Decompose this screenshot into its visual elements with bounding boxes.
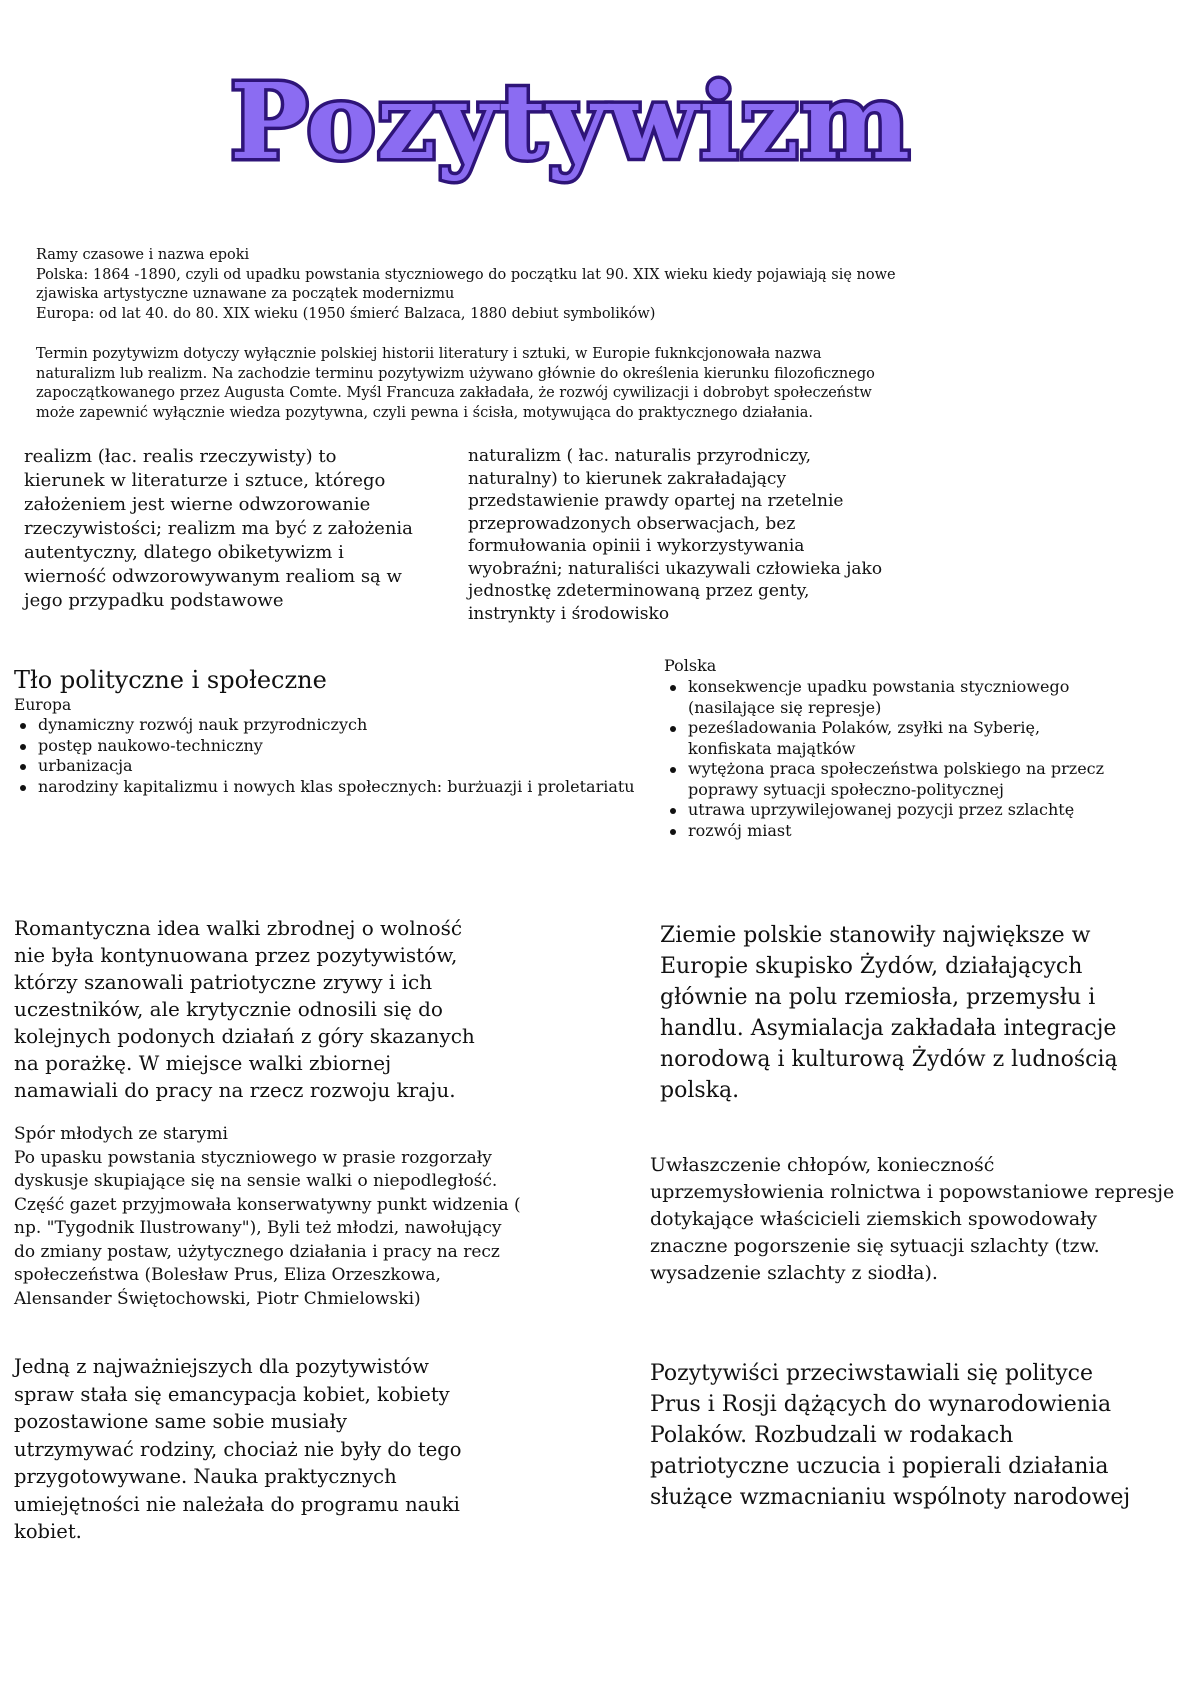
peasants-line: dotykające właścicieli ziemskich spowodowały xyxy=(650,1208,1098,1230)
women-paragraph xyxy=(14,1353,461,1546)
naturalism-line: przeprowadzonych obserwacjach, bez xyxy=(468,513,796,534)
dispute-heading: Spór młodych ze starymi xyxy=(14,1124,228,1144)
naturalism-line: instrynkty i środowisko xyxy=(468,603,670,624)
naturalism-line: jednostkę zdeterminowaną przez genty, xyxy=(468,581,810,601)
bullet-icon xyxy=(20,723,26,729)
peasants-line: Uwłaszczenie chłopów, konieczność xyxy=(650,1154,995,1176)
bullet-icon xyxy=(20,785,26,791)
naturalism-paragraph xyxy=(468,445,882,625)
intro-line: Polska: 1864 -1890, czyli od upadku powstania styczniowego do początku lat 90. XIX wieku kiedy pojawiają się nowe xyxy=(36,266,896,283)
politics-line: Polaków. Rozbudzali w rodakach xyxy=(650,1423,1014,1448)
list-item-text: utrawa uprzywilejowanej pozycji przez szlachtę xyxy=(688,800,1075,819)
realism-line: kierunek w literaturze i sztuce, którego xyxy=(24,470,386,491)
peasants-line: wysadzenie szlachty z siodła). xyxy=(650,1262,938,1284)
term-line: może zapewnić wyłącznie wiedza pozytywna, czyli pewna i ścisła, motywująca do praktycznego działania. xyxy=(36,404,814,421)
list-item xyxy=(664,800,1104,821)
romantic-line: Romantyczna idea walki zbrodnej o wolność xyxy=(14,916,463,940)
bullet-icon xyxy=(670,808,676,814)
list-item-text: postęp naukowo-techniczny xyxy=(38,735,263,755)
jews-line: norodową i kulturową Żydów z ludnością xyxy=(660,1047,1118,1072)
term-line: zapoczątkowanego przez Augusta Comte. Myśl Francuza zakładała, że rozwój cywilizacji i dobrobyt społeczeństw xyxy=(36,385,872,401)
list-item-text: dynamiczny rozwój nauk przyrodniczych xyxy=(38,715,368,734)
intro-line: Ramy czasowe i nazwa epoki xyxy=(36,247,250,263)
realism-line: realizm (łac. realis rzeczywisty) to xyxy=(24,446,337,467)
realism-line: rzeczywistości; realizm ma być z założenia xyxy=(24,518,413,539)
jews-line: Ziemie polskie stanowiły największe w xyxy=(660,923,1091,948)
dispute-line: dyskusje skupiające się na sensie walki o niepodległość. xyxy=(14,1171,498,1191)
intro-line: zjawiska artystyczne uznawane za początek modernizmu xyxy=(36,286,455,302)
women-line: pozostawione same sobie musiały xyxy=(14,1410,347,1433)
politics-line: służące wzmacnianiu wspólnoty narodowej xyxy=(650,1485,1131,1510)
politics-line: patriotyczne uczucia i popierali działania xyxy=(650,1454,1109,1479)
bullet-icon xyxy=(670,685,676,691)
peasants-line: uprzemysłowienia rolnictwa i popowstaniowe represje xyxy=(650,1181,1175,1203)
peasants-paragraph xyxy=(650,1152,1174,1287)
dispute-paragraph xyxy=(14,1123,521,1311)
bullet-icon xyxy=(20,764,26,770)
list-item xyxy=(14,756,635,777)
list-item-text: wytężona praca społeczeństwa polskiego na przecz xyxy=(688,759,1105,778)
romantic-line: którzy szanowali patriotyczne zrywy i ich xyxy=(14,970,433,994)
romantic-line: na porażkę. W miejsce walki zbiornej xyxy=(14,1051,392,1075)
list-item xyxy=(14,777,635,798)
jews-line: polską. xyxy=(660,1078,740,1103)
realism-line: wierność odwzorowywanym realiom są w xyxy=(24,566,402,587)
bullet-icon xyxy=(20,744,26,750)
politics-paragraph xyxy=(650,1358,1130,1513)
term-paragraph xyxy=(36,345,875,423)
term-line: naturalizm lub realizm. Na zachodzie terminu pozytywizm używano głównie do określenia kierunku filozoficznego xyxy=(36,365,875,382)
jews-line: handlu. Asymialacja zakładała integracje xyxy=(660,1016,1117,1041)
list-item xyxy=(14,736,635,757)
jews-paragraph xyxy=(660,920,1118,1106)
dispute-line: Po upasku powstania styczniowego w prasie rozgorzały xyxy=(14,1147,492,1168)
realism-line: założeniem jest wierne odwzorowanie xyxy=(24,494,371,515)
intro-line: Europa: od lat 40. do 80. XIX wieku (1950 śmierć Balzaca, 1880 debiut symbolików) xyxy=(36,305,656,322)
list-item-text: peześladowania Polaków, zsyłki na Syberię, xyxy=(688,718,1041,737)
women-line: Jedną z najważniejszych dla pozytywistów xyxy=(14,1355,429,1378)
poland-label: Polska xyxy=(664,656,717,675)
list-item-text: urbanizacja xyxy=(38,756,133,775)
list-item-text: konfiskata majątków xyxy=(688,738,856,758)
list-item xyxy=(664,821,1104,842)
europe-list xyxy=(14,715,635,797)
term-line: Termin pozytywizm dotyczy wyłącznie polskiej historii literatury i sztuki, w Europie fuknkcjonowała nazwa xyxy=(36,346,822,362)
bullet-icon xyxy=(670,767,676,773)
dispute-line: Alensander Świętochowski, Piotr Chmielowski) xyxy=(14,1288,421,1309)
politics-line: Pozytywiści przeciwstawiali się polityce xyxy=(650,1361,1093,1386)
list-item xyxy=(664,759,1104,800)
jews-line: głównie na polu rzemiosła, przemysłu i xyxy=(660,985,1096,1010)
women-line: umiejętności nie należała do programu nauki xyxy=(14,1492,460,1516)
realism-paragraph xyxy=(24,445,413,613)
list-item xyxy=(664,677,1104,718)
poland-list xyxy=(664,677,1104,841)
women-line: przygotowywane. Nauka praktycznych xyxy=(14,1465,397,1488)
politics-line: Prus i Rosji dążących do wynarodowienia xyxy=(650,1392,1112,1417)
naturalism-line: formułowania opinii i wykorzystywania xyxy=(468,536,805,556)
naturalism-line: naturalny) to kierunek zakraładający xyxy=(468,468,787,489)
list-item-text: konsekwencje upadku powstania styczniowego xyxy=(688,677,1070,696)
dispute-line: np. "Tygodnik Ilustrowany"), Byli też młodzi, nawołujący xyxy=(14,1218,502,1238)
dispute-line: do zmiany postaw, użytycznego działania i pracy na recz xyxy=(14,1241,500,1262)
background-poland-section xyxy=(664,655,1104,841)
bullet-icon xyxy=(670,829,676,835)
naturalism-line: naturalizm ( łac. naturalis przyrodniczy, xyxy=(468,446,812,466)
romantic-paragraph xyxy=(14,915,475,1104)
romantic-line: nie była kontynuowana przez pozytywistów, xyxy=(14,943,458,967)
background-europe-section xyxy=(14,665,635,797)
women-line: spraw stała się emancypacja kobiet, kobiety xyxy=(14,1382,450,1406)
europe-label: Europa xyxy=(14,696,72,714)
women-line: kobiet. xyxy=(14,1520,82,1543)
intro-paragraph xyxy=(36,246,896,324)
jews-line: Europie skupisko Żydów, działających xyxy=(660,954,1083,979)
list-item-text: (nasilające się represje) xyxy=(688,697,882,717)
realism-line: autentyczny, dlatego obiketywizm i xyxy=(24,542,344,563)
romantic-line: namawiali do pracy na rzecz rozwoju kraju. xyxy=(14,1078,456,1102)
peasants-line: znaczne pogorszenie się sytuacji szlachty (tzw. xyxy=(650,1235,1100,1257)
naturalism-line: przedstawienie prawdy opartej na rzetelnie xyxy=(468,491,844,511)
list-item-text: rozwój miast xyxy=(688,820,792,840)
women-line: utrzymywać rodziny, chociaż nie były do tego xyxy=(14,1437,462,1461)
dispute-line: Część gazet przyjmowała konserwatywny punkt widzenia ( xyxy=(14,1194,521,1215)
dispute-line: społeczeństwa (Bolesław Prus, Eliza Orzeszkowa, xyxy=(14,1265,441,1285)
bullet-icon xyxy=(670,726,676,732)
list-item xyxy=(14,715,635,736)
romantic-line: kolejnych podonych działań z góry skazanych xyxy=(14,1024,475,1048)
naturalism-line: wyobraźni; naturaliści ukazywali człowieka jako xyxy=(468,558,883,579)
list-item xyxy=(664,718,1104,759)
list-item-text: narodziny kapitalizmu i nowych klas społecznych: burżuazji i proletariatu xyxy=(38,776,635,796)
page-title: Pozytywizm xyxy=(230,60,911,183)
realism-line: jego przypadku podstawowe xyxy=(24,590,284,611)
section-heading: Tło polityczne i społeczne xyxy=(14,666,327,694)
romantic-line: uczestników, ale krytycznie odnosili się do xyxy=(14,997,443,1021)
list-item-text: poprawy sytuacji społeczno-politycznej xyxy=(688,779,1004,799)
